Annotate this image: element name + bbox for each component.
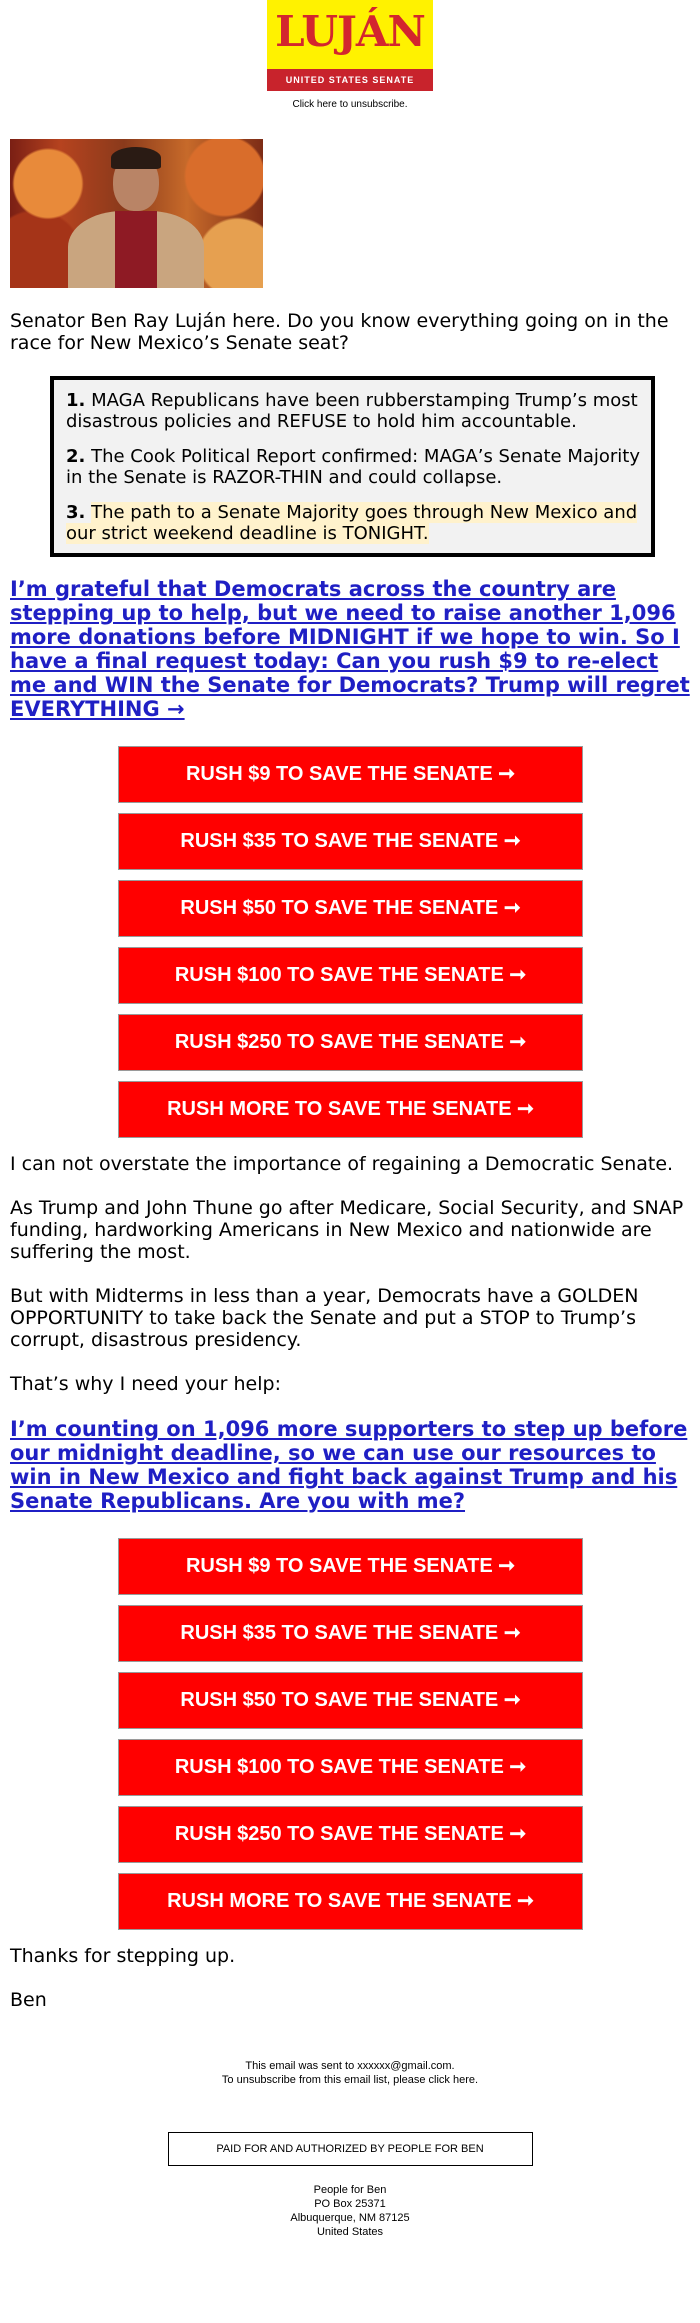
donate-9-button[interactable]: RUSH $9 TO SAVE THE SENATE ➞ bbox=[118, 1538, 583, 1595]
body-copy bbox=[0, 1153, 700, 1395]
mailing-address bbox=[0, 2183, 700, 2239]
footer-unsubscribe-link[interactable]: To unsubscribe from this email list, please click here. bbox=[221, 2074, 479, 2086]
address-line: Albuquerque, NM 87125 bbox=[290, 2212, 410, 2224]
lujan-logo[interactable] bbox=[267, 0, 433, 91]
address-line: United States bbox=[316, 2226, 384, 2238]
donate-9-button[interactable]: RUSH $9 TO SAVE THE SENATE ➞ bbox=[118, 746, 583, 803]
donate-250-button[interactable]: RUSH $250 TO SAVE THE SENATE ➞ bbox=[118, 1014, 583, 1071]
senator-photo bbox=[10, 139, 263, 288]
body-paragraph: That’s why I need your help: bbox=[10, 1373, 281, 1395]
donate-35-button[interactable]: RUSH $35 TO SAVE THE SENATE ➞ bbox=[118, 813, 583, 870]
donate-more-button[interactable]: RUSH MORE TO SAVE THE SENATE ➞ bbox=[118, 1873, 583, 1930]
point-number: 1. bbox=[66, 390, 86, 411]
disclaimer-wrap bbox=[0, 2132, 700, 2166]
point-text-highlighted: The path to a Senate Majority goes through New Mexico and our strict weekend deadline is TONIGHT. bbox=[66, 502, 638, 544]
key-points-box bbox=[50, 376, 655, 557]
intro-text: Senator Ben Ray Luján here. Do you know everything going on in the race for New Mexico’s Senate seat? bbox=[10, 310, 669, 354]
donate-more-button[interactable]: RUSH MORE TO SAVE THE SENATE ➞ bbox=[118, 1081, 583, 1138]
point-1 bbox=[66, 390, 642, 432]
donate-35-button[interactable]: RUSH $35 TO SAVE THE SENATE ➞ bbox=[118, 1605, 583, 1662]
point-number: 2. bbox=[66, 446, 86, 467]
logo-name: LUJÁN bbox=[275, 7, 425, 56]
logo-tagline: UNITED STATES SENATE bbox=[267, 69, 433, 91]
donate-100-button[interactable]: RUSH $100 TO SAVE THE SENATE ➞ bbox=[118, 947, 583, 1004]
footer-sent-to: This email was sent to xxxxxx@gmail.com. bbox=[245, 2060, 455, 2072]
photo-hair bbox=[111, 147, 161, 169]
unsubscribe-link-top[interactable]: Click here to unsubscribe. bbox=[292, 99, 408, 110]
logo-header bbox=[0, 0, 700, 111]
donation-headline-1[interactable]: I’m grateful that Democrats across the country are stepping up to help, but we need to raise another 1,096 more donations before MIDNIGHT if we hope to win. So I have a final request today: Can you rush $9 to re-elect me and WIN the Senate for Democrats? Trump will regret EVERYTHING → bbox=[10, 577, 690, 721]
closing-thanks: Thanks for stepping up. bbox=[10, 1945, 236, 1967]
closing bbox=[0, 1945, 700, 2011]
point-3 bbox=[66, 502, 642, 544]
point-text: MAGA Republicans have been rubberstamping Trump’s most disastrous policies and REFUSE to hold him accountable. bbox=[66, 390, 638, 432]
donate-100-button[interactable]: RUSH $100 TO SAVE THE SENATE ➞ bbox=[118, 1739, 583, 1796]
donation-headline-2[interactable]: I’m counting on 1,096 more supporters to step up before our midnight deadline, so we can use our resources to win in New Mexico and fight back against Trump and his Senate Republicans. Are you with me? bbox=[10, 1417, 688, 1513]
body-paragraph: I can not overstate the importance of regaining a Democratic Senate. bbox=[10, 1153, 674, 1175]
point-2 bbox=[66, 446, 642, 488]
paid-for-disclaimer: PAID FOR AND AUTHORIZED BY PEOPLE FOR BEN bbox=[168, 2132, 533, 2166]
address-line: PO Box 25371 bbox=[314, 2198, 386, 2210]
closing-signature: Ben bbox=[10, 1989, 47, 2011]
donate-50-button[interactable]: RUSH $50 TO SAVE THE SENATE ➞ bbox=[118, 1672, 583, 1729]
footer bbox=[0, 2059, 700, 2087]
point-text: The Cook Political Report confirmed: MAGA’s Senate Majority in the Senate is RAZOR-THIN and could collapse. bbox=[66, 446, 641, 488]
donate-250-button[interactable]: RUSH $250 TO SAVE THE SENATE ➞ bbox=[118, 1806, 583, 1863]
point-number: 3. bbox=[66, 502, 86, 523]
donation-buttons-2 bbox=[0, 1538, 700, 1930]
donate-50-button[interactable]: RUSH $50 TO SAVE THE SENATE ➞ bbox=[118, 880, 583, 937]
address-line: People for Ben bbox=[313, 2184, 387, 2196]
body-paragraph: But with Midterms in less than a year, Democrats have a GOLDEN OPPORTUNITY to take back the Senate and put a STOP to Trump’s corrupt, disastrous presidency. bbox=[10, 1285, 639, 1351]
body-paragraph: As Trump and John Thune go after Medicare, Social Security, and SNAP funding, hardworking Americans in New Mexico and nationwide are suffering the most. bbox=[10, 1197, 684, 1263]
donation-buttons-1 bbox=[0, 746, 700, 1138]
photo-shirt bbox=[115, 211, 157, 288]
